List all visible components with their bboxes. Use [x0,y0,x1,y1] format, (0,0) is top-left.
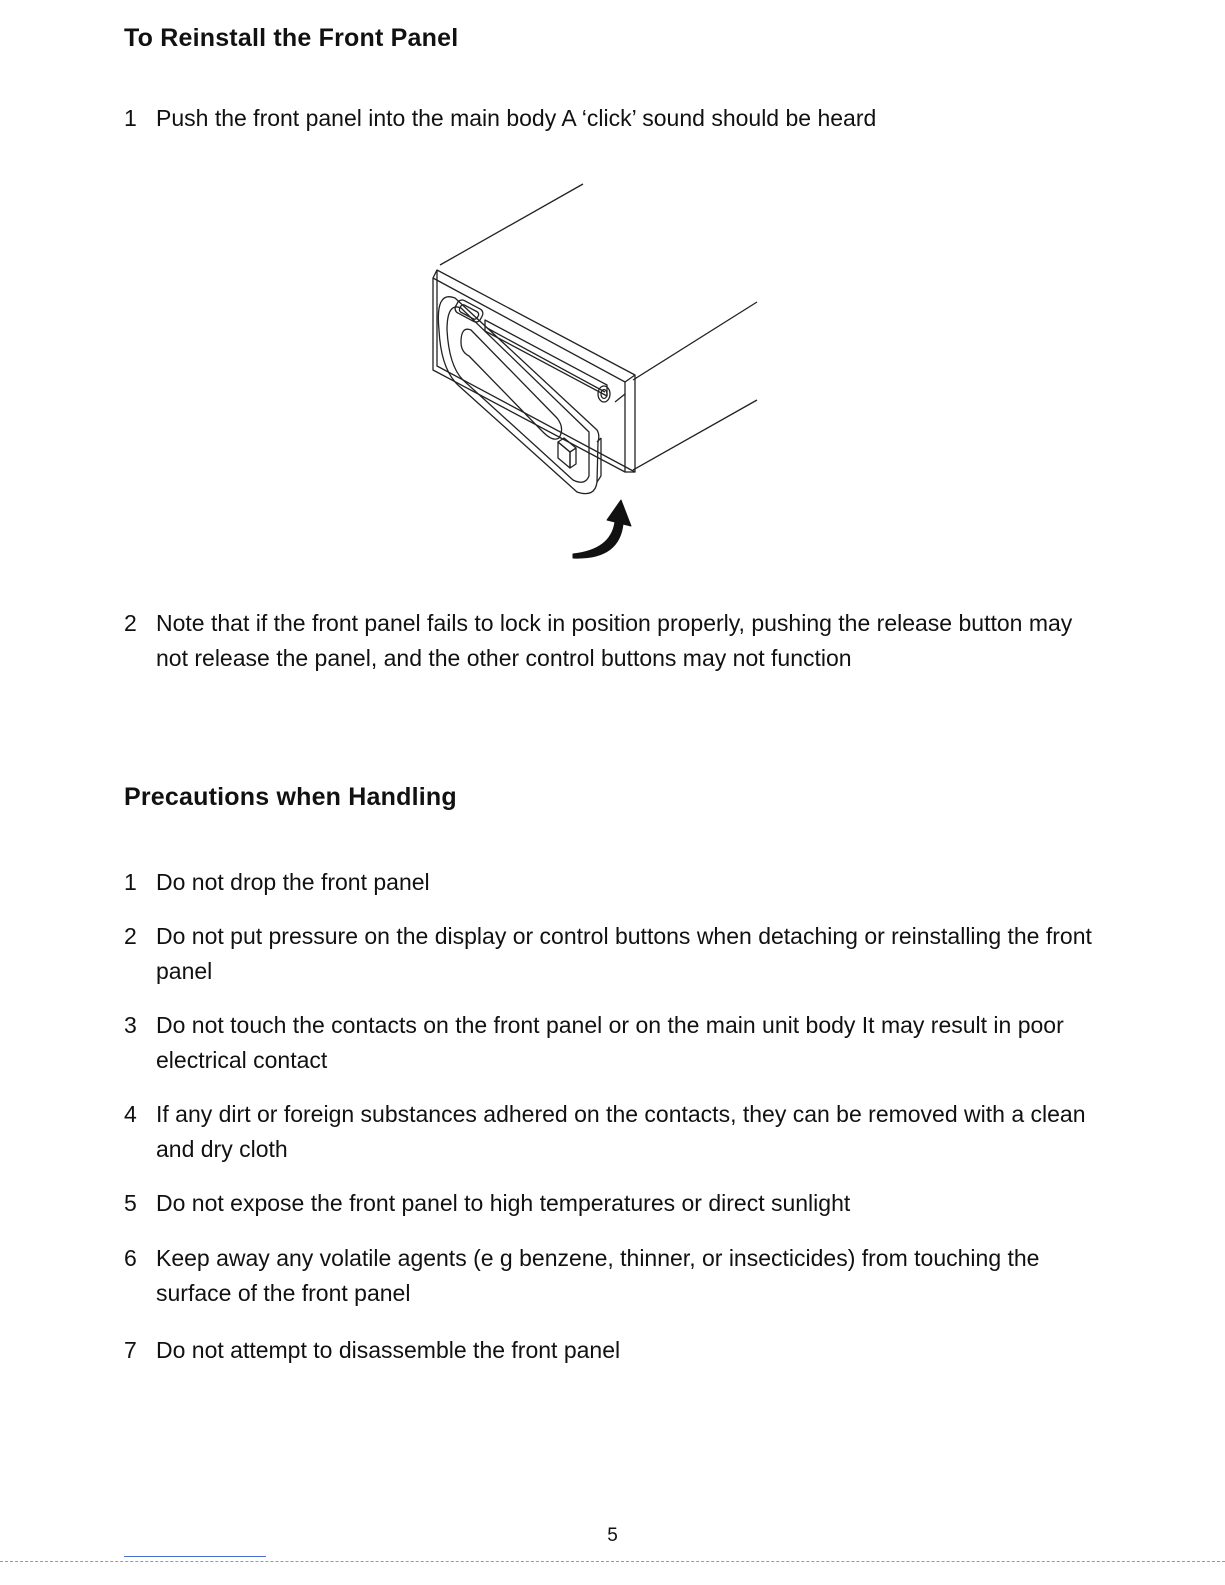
item-text: Do not expose the front panel to high temperatures or direct sunlight [156,1190,851,1216]
precaution-item-1 [124,865,1104,900]
step-number: 1 [124,105,137,131]
reinstall-heading: To Reinstall the Front Panel [124,24,459,52]
item-text: Do not drop the front panel [156,869,430,895]
item-number: 1 [124,869,137,895]
item-number: 2 [124,923,137,949]
item-number: 7 [124,1337,137,1363]
item-number: 3 [124,1012,137,1038]
item-number: 4 [124,1101,137,1127]
item-number: 6 [124,1245,137,1271]
item-text: If any dirt or foreign substances adhered on the contacts, they can be removed with a clean and dry cloth [156,1101,1086,1162]
precautions-heading: Precautions when Handling [124,783,457,811]
reinstall-step-1 [124,101,1104,136]
front-panel-illustration [425,180,765,570]
item-text: Do not touch the contacts on the front panel or on the main unit body It may result in poor electrical contact [156,1012,1064,1073]
precaution-item-7 [124,1333,1104,1368]
step-text: Note that if the front panel fails to lock in position properly, pushing the release button may not release the panel, and the other control buttons may not function [156,610,1073,671]
item-text: Keep away any volatile agents (e g benzene, thinner, or insecticides) from touching the surface of the front panel [156,1245,1040,1306]
precaution-item-5 [124,1186,1104,1221]
page-number: 5 [607,1525,618,1546]
precaution-item-4 [124,1097,1104,1167]
item-text: Do not put pressure on the display or control buttons when detaching or reinstalling the front panel [156,923,1092,984]
precaution-item-2 [124,919,1104,989]
step-number: 2 [124,610,137,636]
item-text: Do not attempt to disassemble the front panel [156,1337,621,1363]
reinstall-step-2 [124,606,1104,676]
precaution-item-3 [124,1008,1104,1078]
page-bottom-divider [0,1561,1225,1562]
item-number: 5 [124,1190,137,1216]
step-text: Push the front panel into the main body A ‘click’ sound should be heard [156,105,877,131]
footer-link-underline [124,1556,266,1557]
precaution-item-6 [124,1241,1104,1311]
